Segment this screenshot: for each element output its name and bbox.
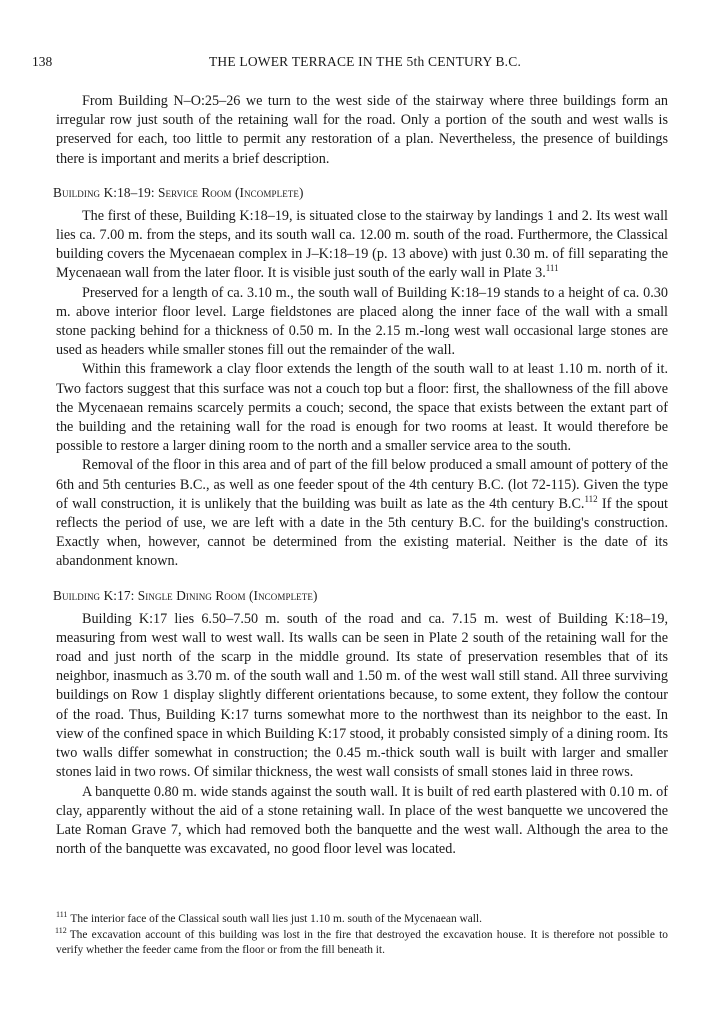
footnotes (56, 912, 668, 959)
section-heading-building-k17: Building K:17: Single Dining Room (Incomplete) (53, 587, 318, 603)
section-heading-building-k18-19: Building K:18–19: Service Room (Incomplete) (53, 184, 304, 200)
paragraph-text: The first of these, Building K:18–19, is situated close to the stairway by landings 1 and 2. Its west wall lies ca. 7.00 m. from the steps, and its south wall ca. 12.00 m. south of the road. Furthermore, the Classical building covers the Mycenaean complex in J–K:18–19 (p. 13 above) with just 0.30 m. of fill separating the Mycenaean wall from the later floor. It is visible just south of the early wall in Plate 3. (56, 207, 668, 282)
paragraph: Building K:17 lies 6.50–7.50 m. south of the road and ca. 7.15 m. west of Building K:18–19, measuring from west wall to west wall. Its walls can be seen in Plate 2 south of the retaining wall for the road and just north of the scarp in the middle ground. Its state of preservation resembles that of its neighbor, inasmuch as 3.70 m. of the south wall and 1.50 m. of the west wall still stand. All three surviving buildings on Row 1 display slightly different orientations because, to some extent, they follow the contour of the road. Thus, Building K:17 turns somewhat more to the northwest than its neighbor to the east. In view of the confined space in which Building K:17 stood, it probably consisted simply of a dining room. Its two walls differ somewhat in construction; the 0.45 m.-thick south wall is built with larger and smaller stones laid in two rows. Of similar thickness, the west wall consists of small stones laid in three rows. (56, 610, 668, 781)
running-header (32, 54, 698, 72)
footnote (55, 925, 668, 959)
footnote-number: 112 (55, 925, 67, 935)
footnote (56, 912, 668, 928)
running-title: THE LOWER TERRACE IN THE 5th CENTURY B.C. (208, 54, 522, 69)
paragraph: A banquette 0.80 m. wide stands against the south wall. It is built of red earth plastered with 0.10 m. of clay, apparently without the aid of a stone retaining wall. In place of the west banquette we uncovered the Late Roman Grave 7, which had removed both the banquette and the west wall. Although the area to the north of the banquette was excavated, no good floor level was located. (56, 783, 668, 858)
intro-paragraph: From Building N–O:25–26 we turn to the west side of the stairway where three buildings form an irregular row just south of the retaining wall for the road. Only a portion of the south and west walls is preserved for each, too little to permit any restoration of a plan. Nevertheless, the presence of buildings there is important and merits a brief description. (56, 93, 668, 167)
paragraph (56, 456, 668, 571)
page-body (53, 92, 668, 859)
paragraph: Preserved for a length of ca. 3.10 m., the south wall of Building K:18–19 stands to a height of ca. 0.30 m. above interior floor level. Large fieldstones are placed along the inner face of the wall with a small stone packing behind for a thickness of 0.50 m. In the 2.15 m.-long west wall occasional large stones are used as headers while smaller stones fill out the remainder of the wall. (56, 284, 668, 359)
page-number: 138 (32, 54, 53, 69)
footnote-text: The interior face of the Classical south wall lies just 1.10 m. south of the Mycenaean wall. (70, 913, 482, 925)
paragraph: Within this framework a clay floor extends the length of the south wall to at least 1.10 m. north of it. Two factors suggest that this surface was not a couch top but a floor: first, the shallowness of the fill above the Mycenaean remains scarcely permits a couch; second, the space that exists between the extant part of the building and the retaining wall for the road is enough for two rooms at least. It would therefore be possible to restore a larger dining room to the north and a smaller service area to the south. (56, 361, 668, 455)
footnote-number: 111 (56, 910, 68, 919)
paragraph (56, 207, 668, 284)
paragraph-text: If the spout reflects the period of use, we are left with a date in the 5th century B.C. for the building's construction. Exactly when, however, cannot be determined from the existing material. Neither is the date of its abandonment known. (56, 495, 668, 570)
paragraph-text: Removal of the floor in this area and of part of the fill below produced a small amount of pottery of the 6th and 5th centuries B.C., as well as one feeder spout of the 4th century B.C. (lot 72-115). Given the type of wall construction, it is unlikely that the building was built as late as the 4th century B.C. (56, 457, 668, 512)
footnote-ref[interactable]: 111 (545, 263, 559, 274)
footnote-ref[interactable]: 112 (584, 493, 598, 504)
footnote-text: The excavation account of this building was lost in the fire that destroyed the excavation house. It is therefore not possible to verify whether the feeder came from the floor or from the fill beneath it. (56, 928, 668, 956)
